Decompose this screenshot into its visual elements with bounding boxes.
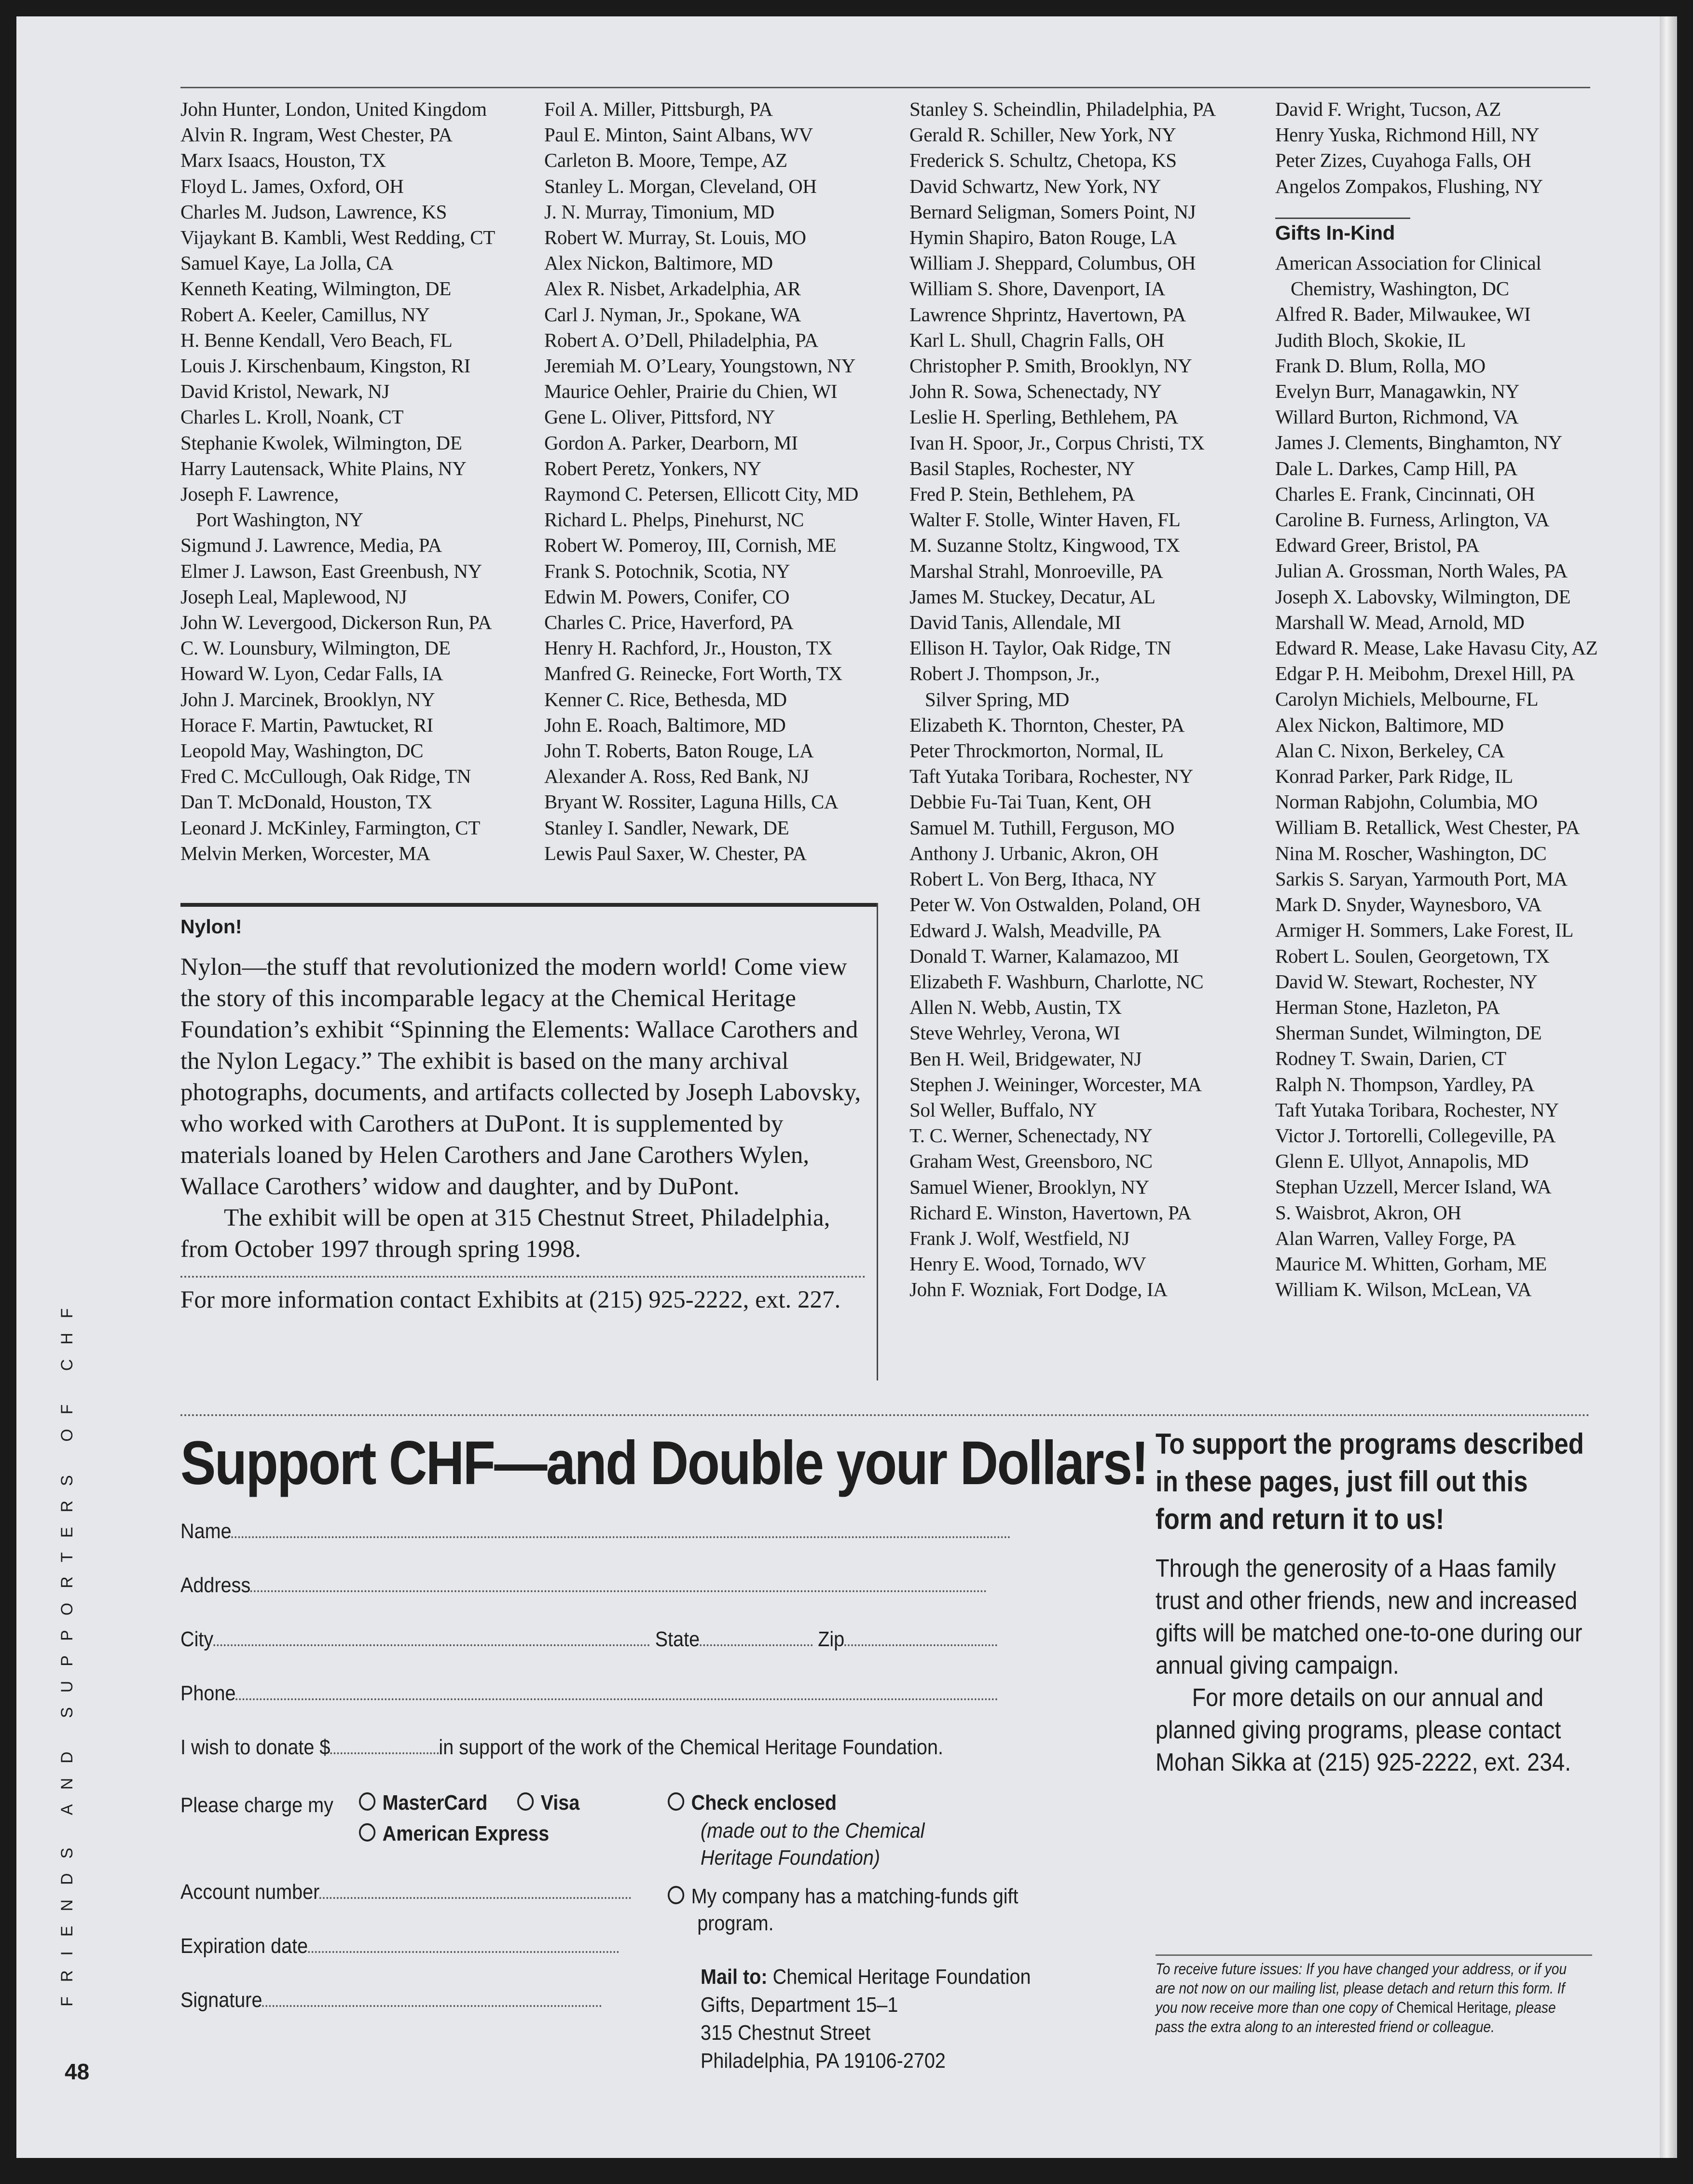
donor-name: Alex Nickon, Baltimore, MD	[1275, 713, 1504, 736]
check-note: (made out to the Chemical Heritage Foundation)	[701, 1819, 925, 1870]
donor-name: Debbie Fu-Tai Tuan, Kent, OH	[909, 791, 1152, 813]
donor-name: Angelos Zompakos, Flushing, NY	[1275, 175, 1543, 197]
donor-name: Sarkis S. Saryan, Yarmouth Port, MA	[1275, 867, 1568, 890]
account-label: Account number	[180, 1880, 320, 1904]
donor-name: John R. Sowa, Schenectady, NY	[909, 380, 1162, 403]
name-label: Name	[180, 1519, 232, 1543]
donor-name: Charles L. Kroll, Noank, CT	[180, 406, 404, 428]
donor-name: Peter Throckmorton, Normal, IL	[909, 739, 1164, 762]
donate-suffix: in support of the work of the Chemical Heritage Foundation.	[439, 1735, 943, 1759]
donor-name: Carolyn Michiels, Melbourne, FL	[1275, 688, 1539, 710]
donor-name: Graham West, Greensboro, NC	[909, 1150, 1153, 1173]
donor-name: David Kristol, Newark, NJ	[180, 380, 390, 403]
donor-name: Richard L. Phelps, Pinehurst, NC	[544, 508, 804, 531]
donor-list-continued	[1275, 96, 1597, 199]
donor-name: Elizabeth F. Washburn, Charlotte, NC	[909, 970, 1204, 993]
mail-to-label: Mail to:	[701, 1965, 768, 1989]
gifts-in-kind-rule	[1275, 218, 1410, 219]
donor-name: S. Waisbrot, Akron, OH	[1275, 1201, 1461, 1224]
sidebar-paragraph-2: For more details on our annual and planned giving programs, please contact Mohan Sikka at (215) 925-2222, ext. 234.	[1156, 1684, 1571, 1776]
donor-name: Walter F. Stolle, Winter Haven, FL	[909, 508, 1181, 531]
donor-name: C. W. Lounsbury, Wilmington, DE	[180, 637, 451, 659]
donor-name: Carl J. Nyman, Jr., Spokane, WA	[544, 303, 801, 326]
mailing-note: To receive future issues: If you have changed your address, or if you are not now on our mailing list, please detach and return this form. If you now receive more than one copy of Chemical Heritage, please pass the extra along to an interested friend or colleague.	[1156, 1960, 1567, 2035]
mail-line: Chemical Heritage Foundation	[772, 1965, 1031, 1989]
donor-name: William S. Shore, Davenport, IA	[909, 277, 1165, 300]
donor-name: Stephan Uzzell, Mercer Island, WA	[1275, 1175, 1552, 1198]
donor-name: Maurice M. Whitten, Gorham, ME	[1275, 1252, 1547, 1275]
donor-column-3	[909, 96, 1216, 1303]
donor-name: Alvin R. Ingram, West Chester, PA	[180, 123, 453, 146]
donor-name: Lewis Paul Saxer, W. Chester, PA	[544, 842, 807, 864]
matching-option[interactable]: My company has a matching-funds gift program.	[668, 1883, 1027, 1937]
donor-name: Peter Zizes, Cuyahoga Falls, OH	[1275, 149, 1531, 172]
donor-name: Leslie H. Sperling, Bethlehem, PA	[909, 406, 1178, 428]
donor-name: Edward J. Walsh, Meadville, PA	[909, 919, 1161, 942]
donor-name: Kenner C. Rice, Bethesda, MD	[544, 688, 787, 710]
donor-name: Howard W. Lyon, Cedar Falls, IA	[180, 662, 443, 685]
donor-name: Steve Wehrley, Verona, WI	[909, 1022, 1120, 1044]
donor-name: Bryant W. Rossiter, Laguna Hills, CA	[544, 791, 839, 813]
gifts-in-kind-list	[1275, 250, 1597, 1302]
donor-name: Chemistry, Washington, DC	[1291, 277, 1509, 300]
donor-name: Edgar P. H. Meibohm, Drexel Hill, PA	[1275, 662, 1575, 685]
donor-name: Samuel Wiener, Brooklyn, NY	[909, 1175, 1149, 1198]
donor-name: Samuel M. Tuthill, Ferguson, MO	[909, 816, 1175, 839]
donor-name: John E. Roach, Baltimore, MD	[544, 713, 786, 736]
nylon-heading: Nylon!	[180, 915, 242, 938]
donor-name: Allen N. Webb, Austin, TX	[909, 996, 1122, 1019]
visa-option[interactable]: Visa	[517, 1791, 579, 1815]
donor-name: Frank J. Wolf, Westfield, NJ	[909, 1227, 1130, 1249]
donor-name: Hymin Shapiro, Baton Rouge, LA	[909, 226, 1177, 249]
donor-name: Taft Yutaka Toribara, Rochester, NY	[909, 765, 1193, 788]
donor-name: Sherman Sundet, Wilmington, DE	[1275, 1022, 1542, 1044]
donor-name: Alex R. Nisbet, Arkadelphia, AR	[544, 277, 801, 300]
donor-column-2	[544, 96, 858, 866]
donor-name: Silver Spring, MD	[925, 688, 1069, 710]
donate-amount-line[interactable]	[330, 1737, 439, 1754]
donor-name: Bernard Seligman, Somers Point, NJ	[909, 200, 1196, 223]
city-state-zip-field[interactable]	[180, 1627, 997, 1652]
donor-name: Nina M. Roscher, Washington, DC	[1275, 842, 1547, 864]
donor-name: Norman Rabjohn, Columbia, MO	[1275, 791, 1538, 813]
donor-name: Port Washington, NY	[196, 508, 363, 531]
donor-name: Stanley L. Morgan, Cleveland, OH	[544, 175, 817, 197]
donor-name: Ivan H. Spoor, Jr., Corpus Christi, TX	[909, 431, 1205, 454]
donor-name: Harry Lautensack, White Plains, NY	[180, 457, 467, 479]
donor-name: J. N. Murray, Timonium, MD	[544, 200, 775, 223]
donor-name: Elmer J. Lawson, East Greenbush, NY	[180, 560, 482, 582]
state-label: State	[655, 1627, 700, 1651]
donor-name: Robert W. Murray, St. Louis, MO	[544, 226, 806, 249]
address-field[interactable]	[180, 1573, 987, 1597]
note-brand: Chemical Heritage	[1396, 1999, 1508, 2016]
expiration-line[interactable]	[308, 1936, 619, 1953]
section-label: FRIENDS AND SUPPORTERS OF CHF	[58, 1294, 76, 2007]
donor-name: James J. Clements, Binghamton, NY	[1275, 431, 1562, 454]
donor-name: Manfred G. Reinecke, Fort Worth, TX	[544, 662, 842, 685]
donor-name: Samuel Kaye, La Jolla, CA	[180, 252, 394, 274]
donor-name: Dan T. McDonald, Houston, TX	[180, 791, 432, 813]
donor-name: Maurice Oehler, Prairie du Chien, WI	[544, 380, 838, 403]
donor-name: Henry Yuska, Richmond Hill, NY	[1275, 123, 1540, 146]
donor-name: Mark D. Snyder, Waynesboro, VA	[1275, 893, 1542, 916]
page-number: 48	[65, 2059, 90, 2084]
account-line[interactable]	[319, 1882, 631, 1899]
donor-name: Charles E. Frank, Cincinnati, OH	[1275, 482, 1535, 505]
donor-name: Gordon A. Parker, Dearborn, MI	[544, 431, 798, 454]
mail-line: Philadelphia, PA 19106-2702	[701, 2049, 946, 2073]
state-line[interactable]	[700, 1629, 812, 1646]
donor-name: Raymond C. Petersen, Ellicott City, MD	[544, 483, 859, 505]
donor-name: H. Benne Kendall, Vero Beach, FL	[180, 328, 453, 351]
donate-field[interactable]	[180, 1735, 943, 1760]
donor-name: John J. Marcinek, Brooklyn, NY	[180, 688, 435, 710]
donor-name: Herman Stone, Hazleton, PA	[1275, 996, 1500, 1018]
name-line[interactable]	[232, 1521, 1011, 1538]
radio-circle-icon[interactable]	[668, 1792, 684, 1811]
amex-option[interactable]: American Express	[359, 1822, 549, 1846]
donor-name: Lawrence Shprintz, Havertown, PA	[909, 303, 1186, 326]
donor-name: Christopher P. Smith, Brooklyn, NY	[909, 355, 1192, 377]
donor-name: Anthony J. Urbanic, Akron, OH	[909, 842, 1159, 864]
donor-name: Alfred R. Bader, Milwaukee, WI	[1275, 303, 1531, 326]
donor-name: Edward R. Mease, Lake Havasu City, AZ	[1275, 637, 1598, 659]
donor-name: William K. Wilson, McLean, VA	[1275, 1278, 1532, 1301]
donor-name: John T. Roberts, Baton Rouge, LA	[544, 739, 814, 762]
donor-name: Marshall W. Mead, Arnold, MD	[1275, 611, 1525, 633]
radio-circle-icon[interactable]	[359, 1823, 375, 1842]
gifts-in-kind-heading: Gifts In-Kind	[1275, 221, 1395, 244]
donor-name: Frank D. Blum, Rolla, MO	[1275, 354, 1486, 377]
donor-name: William J. Sheppard, Columbus, OH	[909, 252, 1196, 274]
donate-prefix: I wish to donate $	[180, 1735, 330, 1759]
donor-name: Julian A. Grossman, North Wales, PA	[1275, 560, 1568, 582]
donor-name: Evelyn Burr, Managawkin, NY	[1275, 380, 1520, 403]
donor-name: Henry E. Wood, Tornado, WV	[909, 1253, 1146, 1275]
donor-name: Charles M. Judson, Lawrence, KS	[180, 200, 447, 223]
zip-line[interactable]	[844, 1629, 997, 1646]
donor-name: Louis J. Kirschenbaum, Kingston, RI	[180, 355, 471, 377]
donor-name: Melvin Merken, Worcester, MA	[180, 842, 430, 864]
expiration-field[interactable]	[180, 1934, 619, 1958]
note-rule	[1156, 1954, 1592, 1956]
donor-name: David W. Stewart, Rochester, NY	[1275, 970, 1538, 993]
donor-name: Stephanie Kwolek, Wilmington, DE	[180, 431, 462, 454]
donor-name: Leonard J. McKinley, Farmington, CT	[180, 816, 481, 839]
donor-name: Henry H. Rachford, Jr., Houston, TX	[544, 637, 832, 659]
donor-name: Robert L. Soulen, Georgetown, TX	[1275, 944, 1550, 967]
nylon-box	[180, 903, 877, 1316]
donor-name: Richard E. Winston, Havertown, PA	[909, 1201, 1192, 1224]
donor-name: Stanley S. Scheindlin, Philadelphia, PA	[909, 98, 1216, 120]
donor-name: Alexander A. Ross, Red Bank, NJ	[544, 765, 809, 788]
donor-name: Stephen J. Weininger, Worcester, MA	[909, 1073, 1202, 1095]
support-sidebar	[1156, 1425, 1590, 1779]
donor-name: Paul E. Minton, Saint Albans, WV	[544, 123, 813, 146]
mastercard-option[interactable]: MasterCard	[359, 1791, 487, 1815]
donor-name: Taft Yutaka Toribara, Rochester, NY	[1275, 1098, 1559, 1121]
donor-column-4	[1275, 96, 1597, 1302]
mail-to-block	[701, 1963, 1031, 2075]
radio-circle-icon[interactable]	[668, 1886, 684, 1904]
donor-name: Floyd L. James, Oxford, OH	[180, 175, 404, 197]
address-label: Address	[180, 1573, 251, 1597]
donor-name: Robert J. Thompson, Jr.,	[909, 662, 1100, 685]
radio-circle-icon[interactable]	[517, 1792, 534, 1811]
account-field[interactable]	[180, 1880, 632, 1904]
donor-name: Leopold May, Washington, DC	[180, 739, 424, 762]
donor-name: Sigmund J. Lawrence, Media, PA	[180, 534, 442, 557]
donor-name: Sol Weller, Buffalo, NY	[909, 1098, 1097, 1121]
donor-name: Rodney T. Swain, Darien, CT	[1275, 1047, 1506, 1070]
donor-name: Jeremiah M. O’Leary, Youngstown, NY	[544, 355, 856, 377]
donor-name: Fred C. McCullough, Oak Ridge, TN	[180, 765, 471, 788]
donor-name: Frederick S. Schultz, Chetopa, KS	[909, 149, 1177, 172]
donor-name: Robert A. O’Dell, Philadelphia, PA	[544, 328, 818, 351]
donor-name: Marx Isaacs, Houston, TX	[180, 149, 386, 172]
sidebar-heading: To support the programs described in these pages, just fill out this form and return it to us!	[1156, 1428, 1584, 1535]
donor-name: Ellison H. Taylor, Oak Ridge, TN	[909, 637, 1171, 659]
donor-name: Stanley I. Sandler, Newark, DE	[544, 816, 789, 839]
donor-name: M. Suzanne Stoltz, Kingwood, TX	[909, 534, 1180, 557]
form-top-rule	[180, 1414, 1590, 1416]
donor-name: Joseph X. Labovsky, Wilmington, DE	[1275, 585, 1571, 608]
page-edge	[1660, 16, 1677, 2158]
nylon-divider	[180, 1276, 866, 1278]
donor-name: Peter W. Von Ostwalden, Poland, OH	[909, 893, 1201, 916]
phone-label: Phone	[180, 1681, 236, 1705]
donor-name: Alan Warren, Valley Forge, PA	[1275, 1227, 1516, 1249]
charge-label: Please charge my	[180, 1793, 333, 1817]
donor-name: David Tanis, Allendale, MI	[909, 611, 1121, 634]
donor-name: Caroline B. Furness, Arlington, VA	[1275, 508, 1550, 531]
phone-field[interactable]	[180, 1681, 998, 1706]
donor-name: Alan C. Nixon, Berkeley, CA	[1275, 739, 1505, 762]
donor-name: Alex Nickon, Baltimore, MD	[544, 252, 773, 274]
donor-name: Robert Peretz, Yonkers, NY	[544, 457, 761, 479]
donor-name: Robert A. Keeler, Camillus, NY	[180, 303, 430, 326]
donor-name: Horace F. Martin, Pawtucket, RI	[180, 713, 433, 736]
address-line[interactable]	[250, 1575, 987, 1592]
donor-name: Ben H. Weil, Bridgewater, NJ	[909, 1047, 1142, 1070]
donor-name: Victor J. Tortorelli, Collegeville, PA	[1275, 1124, 1556, 1147]
donor-name: Glenn E. Ullyot, Annapolis, MD	[1275, 1150, 1529, 1173]
donor-name: Elizabeth K. Thornton, Chester, PA	[909, 713, 1185, 736]
donor-column-1	[180, 96, 495, 866]
donor-name: Carleton B. Moore, Tempe, AZ	[544, 149, 787, 172]
donor-name: Robert W. Pomeroy, III, Cornish, ME	[544, 534, 837, 557]
expiration-label: Expiration date	[180, 1934, 308, 1958]
donor-name: David F. Wright, Tucson, AZ	[1275, 98, 1501, 120]
donor-name: Dale L. Darkes, Camp Hill, PA	[1275, 457, 1518, 479]
donor-name: Kenneth Keating, Wilmington, DE	[180, 277, 452, 300]
donor-name: Foil A. Miller, Pittsburgh, PA	[544, 98, 773, 120]
donor-name: William B. Retallick, West Chester, PA	[1275, 816, 1580, 839]
donor-name: Donald T. Warner, Kalamazoo, MI	[909, 944, 1179, 967]
donor-name: John F. Wozniak, Fort Dodge, IA	[909, 1278, 1168, 1301]
mail-line: 315 Chestnut Street	[701, 2021, 871, 2045]
sidebar-paragraph-1: Through the generosity of a Haas family trust and other friends, new and increased gifts will be matched one-to-one during our annual giving campaign.	[1156, 1555, 1583, 1679]
donor-name: Willard Burton, Richmond, VA	[1275, 406, 1519, 428]
donor-name: Vijaykant B. Kambli, West Redding, CT	[180, 226, 495, 249]
nylon-paragraph-2: The exhibit will be open at 315 Chestnut Street, Philadelphia, from October 1997 through spring 1998.	[180, 1204, 830, 1263]
donor-name: John W. Levergood, Dickerson Run, PA	[180, 611, 492, 634]
donor-name: Basil Staples, Rochester, NY	[909, 457, 1135, 479]
check-option[interactable]: Check enclosed	[668, 1791, 837, 1815]
donor-name: James M. Stuckey, Decatur, AL	[909, 585, 1156, 608]
donor-name: Fred P. Stein, Bethlehem, PA	[909, 483, 1135, 505]
signature-field[interactable]	[180, 1988, 602, 2012]
donor-name: American Association for Clinical	[1275, 252, 1542, 274]
form-title: Support CHF—and Double your Dollars!	[180, 1429, 1148, 1498]
nylon-side-rule	[877, 903, 878, 1380]
donor-name: Marshal Strahl, Monroeville, PA	[909, 560, 1163, 582]
nylon-contact: For more information contact Exhibits at (215) 925-2222, ext. 227.	[180, 1286, 841, 1313]
donor-name: Ralph N. Thompson, Yardley, PA	[1275, 1073, 1535, 1095]
donor-name: John Hunter, London, United Kingdom	[180, 98, 487, 120]
city-line[interactable]	[213, 1629, 650, 1646]
donor-name: Armiger H. Sommers, Lake Forest, IL	[1275, 919, 1574, 942]
signature-line[interactable]	[262, 1990, 602, 2007]
phone-line[interactable]	[236, 1683, 998, 1700]
mail-line: Gifts, Department 15–1	[701, 1993, 898, 2017]
donor-name: Judith Bloch, Skokie, IL	[1275, 328, 1466, 351]
donor-name: Robert L. Von Berg, Ithaca, NY	[909, 868, 1157, 890]
donor-name: Karl L. Shull, Chagrin Falls, OH	[909, 328, 1164, 351]
signature-label: Signature	[180, 1988, 262, 2012]
city-label: City	[180, 1627, 214, 1651]
donor-name: Edwin M. Powers, Conifer, CO	[544, 585, 790, 608]
donor-name: Gerald R. Schiller, New York, NY	[909, 123, 1176, 146]
zip-label: Zip	[818, 1627, 845, 1651]
name-field[interactable]	[180, 1519, 1011, 1543]
donor-name: Gene L. Oliver, Pittsford, NY	[544, 406, 775, 428]
donor-name: Charles C. Price, Haverford, PA	[544, 611, 794, 634]
nylon-paragraph-1: Nylon—the stuff that revolutionized the modern world! Come view the story of this incomparable legacy at the Chemical Heritage Foundation’s exhibit “Spinning the Elements: Wallace Carothers and the Nylon Legacy.” The exhibit is based on the many archival photographs, documents, and artifacts collected by Joseph Labovsky, who worked with Carothers at DuPont. It is supplemented by materials loaned by Helen Carothers and Jane Carothers Wylen, Wallace Carothers’ widow and daughter, and by DuPont.	[180, 954, 861, 1200]
donor-name: Edward Greer, Bristol, PA	[1275, 534, 1480, 557]
donor-name: T. C. Werner, Schenectady, NY	[909, 1124, 1153, 1147]
donor-name: David Schwartz, New York, NY	[909, 175, 1161, 197]
radio-circle-icon[interactable]	[359, 1792, 375, 1811]
donor-name: Konrad Parker, Park Ridge, IL	[1275, 765, 1513, 788]
donor-name: Frank S. Potochnik, Scotia, NY	[544, 560, 790, 582]
donor-name: Joseph Leal, Maplewood, NJ	[180, 585, 407, 608]
donor-name: Joseph F. Lawrence,	[180, 483, 339, 505]
top-rule	[180, 87, 1590, 88]
